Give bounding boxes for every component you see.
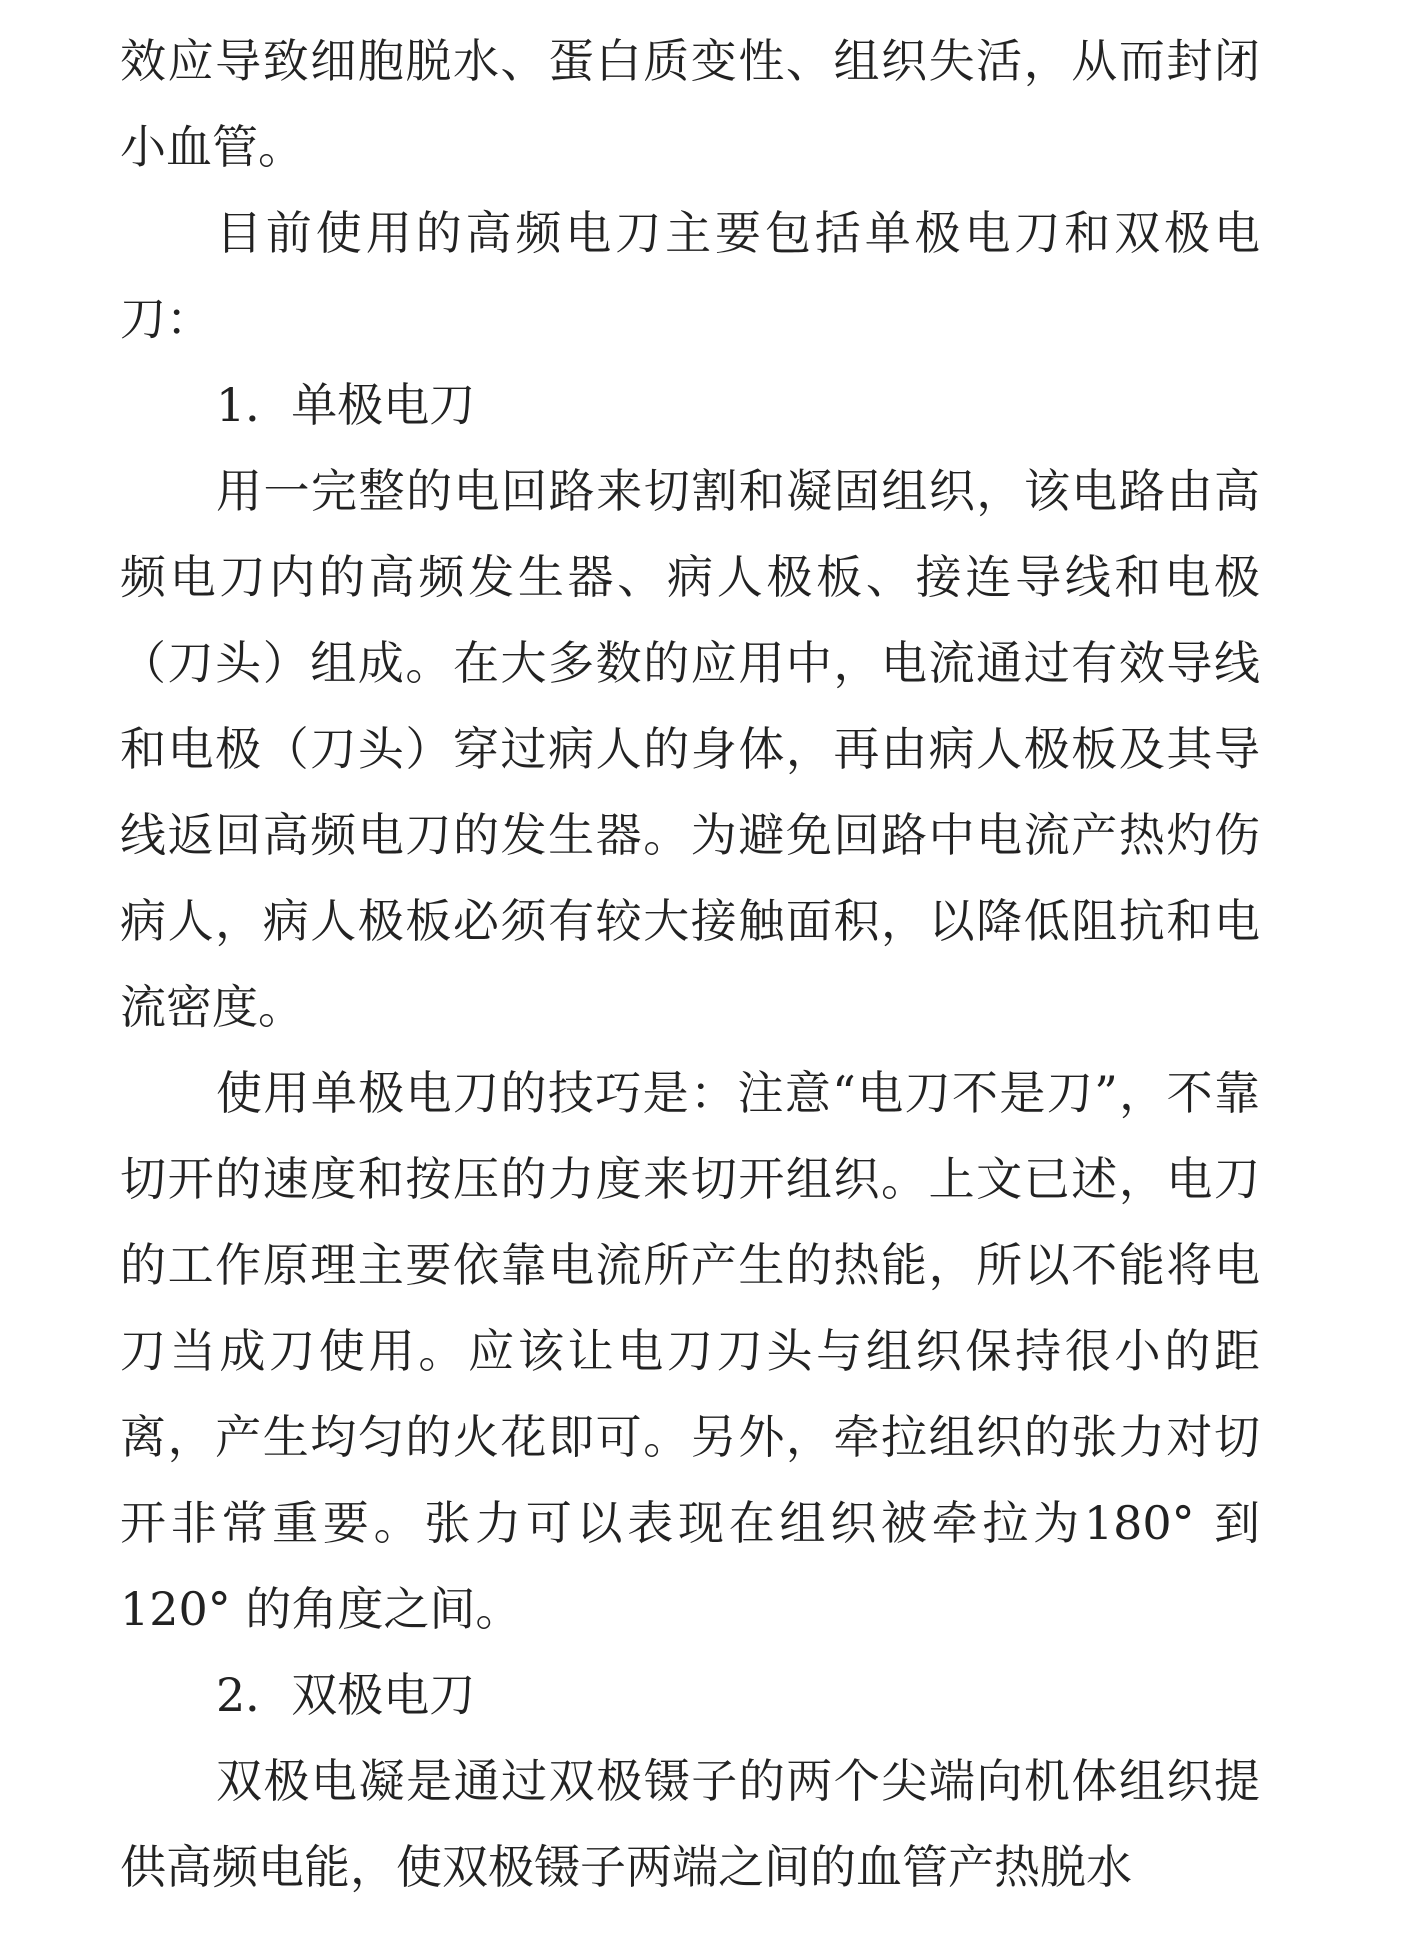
paragraph-monopolar-circuit: 用一完整的电回路来切割和凝固组织，该电路由高频电刀内的高频发生器、病人极板、接连导线和电极（刀头）组成。在大多数的应用中，电流通过有效导线和电极（刀头）穿过病人的身体，再由病人极板及其导线返回高频电刀的发生器。为避免回路中电流产热灼伤病人，病人极板必须有较大接触面积，以降低阻抗和电流密度。 <box>120 464 1260 1034</box>
section-heading-monopolar: 1．单极电刀 <box>216 378 476 432</box>
paragraph-bipolar: 双极电凝是通过双极镊子的两个尖端向机体组织提供高频电能，使双极镊子两端之间的血管产热脱水 <box>120 1754 1260 1894</box>
document-page <box>120 18 1260 1910</box>
paragraph-continuation: 效应导致细胞脱水、蛋白质变性、组织失活，从而封闭小血管。 <box>120 34 1260 174</box>
section-heading-bipolar: 2．双极电刀 <box>216 1668 476 1722</box>
paragraph-monopolar-technique: 使用单极电刀的技巧是：注意“电刀不是刀”，不靠切开的速度和按压的力度来切开组织。上文已述，电刀的工作原理主要依靠电流所产生的热能，所以不能将电刀当成刀使用。应该让电刀刀头与组织保持很小的距离，产生均匀的火花即可。另外，牵拉组织的张力对切开非常重要。张力可以表现在组织被牵拉为180° 到120° 的角度之间。 <box>120 1066 1260 1636</box>
paragraph-intro: 目前使用的高频电刀主要包括单极电刀和双极电刀： <box>120 206 1260 346</box>
